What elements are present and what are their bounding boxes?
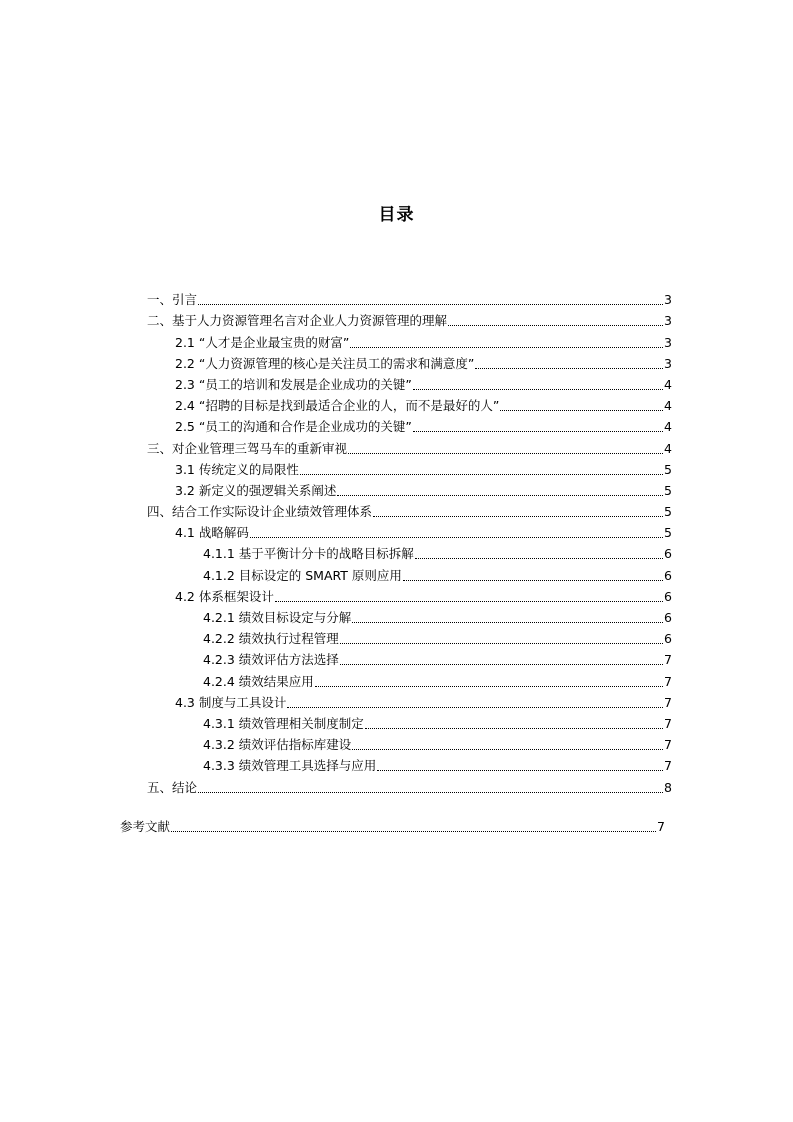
dot-leader <box>365 728 663 729</box>
toc-entry-label: 2.2 “人力资源管理的核心是关注员工的需求和满意度” <box>175 355 475 371</box>
toc-entry[interactable] <box>147 435 672 456</box>
toc-entry-label: 三、对企业管理三驾马车的重新审视 <box>147 440 348 456</box>
toc-entry-label: 2.5 “员工的沟通和合作是企业成功的关键” <box>175 419 412 435</box>
dot-leader <box>415 558 663 559</box>
toc-entry-page-number: 5 <box>664 482 672 498</box>
toc-entry[interactable] <box>147 457 672 478</box>
toc-entry-label: 4.2.2 绩效执行过程管理 <box>203 631 339 647</box>
dot-leader <box>413 389 663 390</box>
toc-entry[interactable] <box>147 351 672 372</box>
toc-entry-page-number: 3 <box>664 292 672 308</box>
dot-leader <box>340 664 663 665</box>
toc-entry-label: 2.4 “招聘的目标是找到最适合企业的人，而不是最好的人” <box>175 398 500 414</box>
toc-entry-page-number: 7 <box>664 652 672 668</box>
toc-entry[interactable] <box>147 414 672 435</box>
references-page-number: 7 <box>657 819 665 835</box>
toc-entry[interactable] <box>147 478 672 499</box>
toc-entry-page-number: 7 <box>664 715 672 731</box>
dot-leader <box>403 580 663 581</box>
toc-entry-label: 二、基于人力资源管理名言对企业人力资源管理的理解 <box>147 313 448 329</box>
toc-entry[interactable] <box>147 372 672 393</box>
toc-entry[interactable] <box>147 753 672 774</box>
toc-entry-page-number: 3 <box>664 355 672 371</box>
toc-entry-label: 四、结合工作实际设计企业绩效管理体系 <box>147 504 373 520</box>
toc-entry-page-number: 5 <box>664 461 672 477</box>
toc-entry-label: 五、结论 <box>147 779 198 795</box>
toc-entry-label: 4.3 制度与工具设计 <box>175 694 287 710</box>
toc-entry[interactable] <box>147 605 672 626</box>
dot-leader <box>315 686 663 687</box>
dot-leader <box>350 347 663 348</box>
toc-entry-label: 4.2.1 绩效目标设定与分解 <box>203 610 352 625</box>
dot-leader <box>198 792 663 793</box>
toc-entry-page-number: 7 <box>664 694 672 710</box>
toc-entry[interactable] <box>147 520 672 541</box>
toc-entry[interactable] <box>147 647 672 668</box>
dot-leader <box>377 770 663 771</box>
dot-leader <box>287 707 663 708</box>
table-of-contents <box>147 287 672 796</box>
toc-entry[interactable] <box>147 732 672 753</box>
toc-entry-page-number: 5 <box>664 525 672 541</box>
toc-entry[interactable] <box>147 690 672 711</box>
toc-entry[interactable] <box>147 393 672 414</box>
dot-leader <box>352 749 663 750</box>
dot-leader <box>448 325 663 326</box>
dot-leader <box>300 474 663 475</box>
toc-entry-label: 2.3 “员工的培训和发展是企业成功的关键” <box>175 376 412 392</box>
toc-entry-label: 一、引言 <box>147 292 198 308</box>
toc-entry[interactable] <box>147 329 672 350</box>
toc-entry-page-number: 7 <box>664 737 672 753</box>
toc-entry[interactable] <box>147 541 672 562</box>
toc-entry-page-number: 4 <box>664 398 672 414</box>
dot-leader <box>198 304 663 305</box>
dot-leader <box>337 495 663 496</box>
toc-entry-page-number: 6 <box>664 546 672 562</box>
dot-leader <box>275 601 663 602</box>
dot-leader <box>250 537 663 538</box>
toc-entry-label: 4.1.1 基于平衡计分卡的战略目标拆解 <box>203 546 414 562</box>
toc-entry[interactable] <box>147 584 672 605</box>
toc-entry-page-number: 7 <box>664 758 672 774</box>
toc-entry-page-number: 4 <box>664 419 672 435</box>
toc-entry-label: 3.1 传统定义的局限性 <box>175 461 299 477</box>
toc-entry-page-number: 6 <box>664 631 672 647</box>
toc-entry-label: 4.3.1 绩效管理相关制度制定 <box>203 715 364 731</box>
toc-entry-page-number: 7 <box>664 673 672 689</box>
toc-entry[interactable] <box>147 626 672 647</box>
toc-entry-page-number: 6 <box>664 567 672 583</box>
toc-entry-page-number: 5 <box>664 504 672 520</box>
toc-entry-label: 4.3.2 绩效评估指标库建设 <box>203 737 352 753</box>
toc-entry-label: 3.2 新定义的强逻辑关系阐述 <box>175 482 337 498</box>
dot-leader <box>340 643 663 644</box>
references-entry[interactable] <box>120 814 665 835</box>
toc-entry-page-number: 6 <box>664 610 672 625</box>
toc-entry-page-number: 4 <box>664 376 672 392</box>
dot-leader <box>500 410 663 411</box>
dot-leader <box>373 516 663 517</box>
dot-leader <box>348 453 663 454</box>
toc-entry-label: 4.2 体系框架设计 <box>175 588 274 604</box>
page-title: 目录 <box>378 205 415 225</box>
toc-entry[interactable] <box>147 774 672 795</box>
toc-entry-page-number: 3 <box>664 313 672 329</box>
toc-entry-label: 2.1 “人才是企业最宝贵的财富” <box>175 334 350 350</box>
toc-entry[interactable] <box>147 668 672 689</box>
toc-entry-page-number: 4 <box>664 440 672 456</box>
toc-entry[interactable] <box>147 711 672 732</box>
toc-entry[interactable] <box>147 308 672 329</box>
toc-entry-label: 4.2.3 绩效评估方法选择 <box>203 652 339 668</box>
toc-entry[interactable] <box>147 562 672 583</box>
toc-entry-label: 4.1.2 目标设定的 SMART 原则应用 <box>203 567 402 583</box>
toc-entry-label: 4.1 战略解码 <box>175 525 249 541</box>
dot-leader <box>171 831 656 832</box>
toc-entry-page-number: 6 <box>664 588 672 604</box>
dot-leader <box>352 622 663 623</box>
toc-entry-page-number: 3 <box>664 334 672 350</box>
dot-leader <box>413 431 663 432</box>
toc-entry-label: 4.3.3 绩效管理工具选择与应用 <box>203 758 377 774</box>
toc-entry[interactable] <box>147 499 672 520</box>
toc-entry-page-number: 8 <box>664 779 672 795</box>
toc-entry-label: 4.2.4 绩效结果应用 <box>203 673 314 689</box>
dot-leader <box>475 368 663 369</box>
references-label: 参考文献 <box>120 819 171 835</box>
toc-entry[interactable] <box>147 287 672 308</box>
